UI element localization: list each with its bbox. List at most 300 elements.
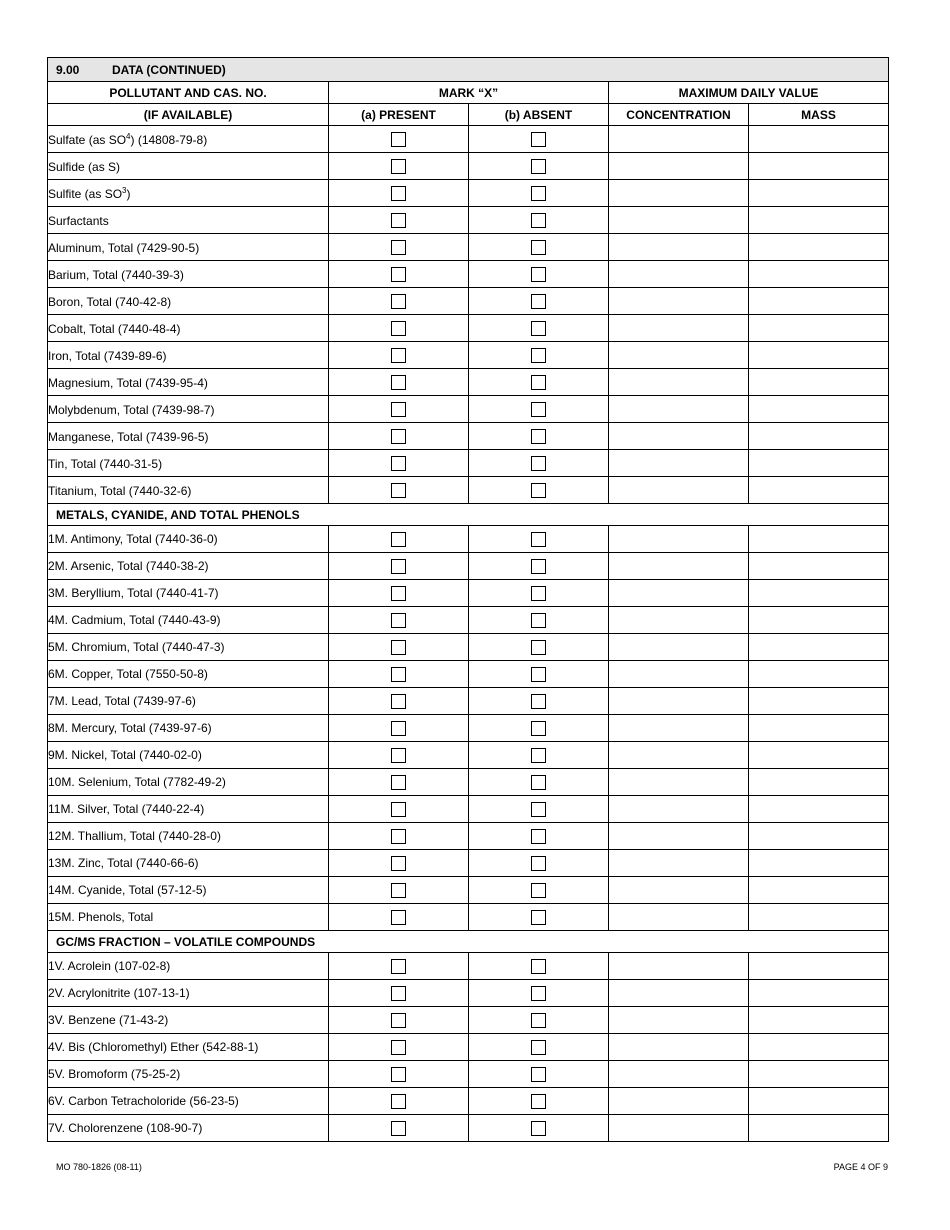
concentration-input-cell[interactable] (609, 288, 749, 315)
absent-cell (469, 607, 609, 634)
absent-checkbox[interactable] (531, 910, 546, 925)
mass-input-cell[interactable] (749, 450, 889, 477)
mass-input-cell[interactable] (749, 688, 889, 715)
absent-checkbox[interactable] (531, 402, 546, 417)
pollutant-row (48, 1115, 889, 1142)
absent-checkbox[interactable] (531, 1094, 546, 1109)
absent-checkbox[interactable] (531, 429, 546, 444)
concentration-input-cell[interactable] (609, 526, 749, 553)
absent-cell (469, 1115, 609, 1142)
absent-cell (469, 769, 609, 796)
present-checkbox[interactable] (391, 829, 406, 844)
present-cell (329, 742, 469, 769)
present-checkbox[interactable] (391, 694, 406, 709)
pollutant-name (48, 823, 329, 850)
pollutant-row (48, 904, 889, 931)
absent-cell (469, 396, 609, 423)
pollutant-name (48, 634, 329, 661)
present-checkbox[interactable] (391, 240, 406, 255)
pollutant-row (48, 1061, 889, 1088)
pollutant-name-text: 14M. Cyanide, Total (57-12-5) (48, 883, 207, 897)
pollutant-row (48, 423, 889, 450)
mass-input-cell[interactable] (749, 877, 889, 904)
mass-input-cell[interactable] (749, 634, 889, 661)
pollutant-name (48, 315, 329, 342)
present-checkbox[interactable] (391, 402, 406, 417)
mass-input-cell[interactable] (749, 126, 889, 153)
present-cell (329, 1088, 469, 1115)
mass-input-cell[interactable] (749, 1061, 889, 1088)
mass-input-cell[interactable] (749, 607, 889, 634)
pollutant-name-text: Aluminum, Total (7429-90-5) (48, 240, 200, 255)
absent-cell (469, 953, 609, 980)
pollutant-row (48, 234, 889, 261)
pollutant-name-text: Surfactants (48, 213, 109, 228)
mass-input-cell[interactable] (749, 396, 889, 423)
present-cell (329, 342, 469, 369)
present-cell (329, 796, 469, 823)
pollutant-row (48, 207, 889, 234)
present-cell (329, 180, 469, 207)
present-cell (329, 715, 469, 742)
mass-input-cell[interactable] (749, 288, 889, 315)
pollutant-name-text: 12M. Thallium, Total (7440-28-0) (48, 829, 221, 843)
present-checkbox[interactable] (391, 586, 406, 601)
absent-cell (469, 126, 609, 153)
pollutant-name (48, 1115, 329, 1142)
pollutant-name (48, 153, 329, 180)
concentration-input-cell[interactable] (609, 423, 749, 450)
present-checkbox[interactable] (391, 959, 406, 974)
absent-checkbox[interactable] (531, 775, 546, 790)
concentration-input-cell[interactable] (609, 980, 749, 1007)
mass-input-cell[interactable] (749, 796, 889, 823)
pollutant-name-text: Barium, Total (7440-39-3) (48, 267, 184, 282)
absent-checkbox[interactable] (531, 267, 546, 282)
absent-checkbox[interactable] (531, 559, 546, 574)
absent-checkbox[interactable] (531, 375, 546, 390)
absent-checkbox[interactable] (531, 1040, 546, 1055)
pollutant-name-text: Sulfite (as SO (48, 186, 123, 201)
pollutant-name (48, 207, 329, 234)
section-header-row (48, 931, 889, 953)
mass-input-cell[interactable] (749, 553, 889, 580)
pollutant-row (48, 823, 889, 850)
pollutant-name-superscript: 3 (122, 185, 127, 195)
pollutant-name (48, 980, 329, 1007)
pollutant-row (48, 369, 889, 396)
pollutant-name-text: 1M. Antimony, Total (7440-36-0) (48, 532, 218, 546)
pollutant-row (48, 1034, 889, 1061)
present-cell (329, 369, 469, 396)
mass-input-cell[interactable] (749, 526, 889, 553)
concentration-input-cell[interactable] (609, 1061, 749, 1088)
pollutant-name (48, 396, 329, 423)
pollutant-name (48, 369, 329, 396)
section-title-row (48, 58, 889, 82)
pollutant-row (48, 1088, 889, 1115)
concentration-input-cell[interactable] (609, 450, 749, 477)
concentration-input-cell[interactable] (609, 369, 749, 396)
absent-cell (469, 1088, 609, 1115)
present-cell (329, 1034, 469, 1061)
present-cell (329, 423, 469, 450)
pollutant-name (48, 450, 329, 477)
mass-input-cell[interactable] (749, 423, 889, 450)
section-header-row (48, 504, 889, 526)
present-cell (329, 1115, 469, 1142)
pollutant-name-text: Magnesium, Total (7439-95-4) (48, 375, 208, 390)
concentration-input-cell[interactable] (609, 904, 749, 931)
present-checkbox[interactable] (391, 1067, 406, 1082)
concentration-input-cell[interactable] (609, 1115, 749, 1142)
absent-cell (469, 634, 609, 661)
absent-checkbox[interactable] (531, 240, 546, 255)
absent-cell (469, 715, 609, 742)
mass-input-cell[interactable] (749, 369, 889, 396)
absent-checkbox[interactable] (531, 132, 546, 147)
absent-checkbox[interactable] (531, 321, 546, 336)
absent-checkbox[interactable] (531, 586, 546, 601)
mass-input-cell[interactable] (749, 980, 889, 1007)
present-checkbox[interactable] (391, 910, 406, 925)
absent-cell (469, 850, 609, 877)
present-checkbox[interactable] (391, 483, 406, 498)
concentration-input-cell[interactable] (609, 953, 749, 980)
mass-input-cell[interactable] (749, 153, 889, 180)
present-checkbox[interactable] (391, 667, 406, 682)
mass-input-cell[interactable] (749, 234, 889, 261)
absent-checkbox[interactable] (531, 640, 546, 655)
pollutant-name (48, 1061, 329, 1088)
present-checkbox[interactable] (391, 321, 406, 336)
pollutant-row (48, 850, 889, 877)
present-checkbox[interactable] (391, 294, 406, 309)
pollutant-name-text: 10M. Selenium, Total (7782-49-2) (48, 775, 226, 789)
concentration-input-cell[interactable] (609, 126, 749, 153)
present-checkbox[interactable] (391, 721, 406, 736)
header-concentration: CONCENTRATION (609, 104, 749, 126)
present-checkbox[interactable] (391, 613, 406, 628)
present-cell (329, 1061, 469, 1088)
present-cell (329, 288, 469, 315)
pollutant-row (48, 742, 889, 769)
pollutant-name-text: Cobalt, Total (7440-48-4) (48, 321, 181, 336)
absent-checkbox[interactable] (531, 829, 546, 844)
absent-cell (469, 553, 609, 580)
absent-checkbox[interactable] (531, 348, 546, 363)
mass-input-cell[interactable] (749, 315, 889, 342)
absent-cell (469, 180, 609, 207)
present-checkbox[interactable] (391, 883, 406, 898)
present-checkbox[interactable] (391, 856, 406, 871)
concentration-input-cell[interactable] (609, 661, 749, 688)
concentration-input-cell[interactable] (609, 315, 749, 342)
present-checkbox[interactable] (391, 186, 406, 201)
concentration-input-cell[interactable] (609, 153, 749, 180)
pollutant-name-text: 5M. Chromium, Total (7440-47-3) (48, 640, 225, 654)
pollutant-name-text: 13M. Zinc, Total (7440-66-6) (48, 856, 199, 870)
pollutant-row (48, 1007, 889, 1034)
absent-checkbox[interactable] (531, 1013, 546, 1028)
concentration-input-cell[interactable] (609, 207, 749, 234)
present-checkbox[interactable] (391, 456, 406, 471)
present-cell (329, 823, 469, 850)
concentration-input-cell[interactable] (609, 1088, 749, 1115)
concentration-input-cell[interactable] (609, 769, 749, 796)
mass-input-cell[interactable] (749, 180, 889, 207)
absent-checkbox[interactable] (531, 694, 546, 709)
pollutant-name-superscript: 4 (126, 131, 131, 141)
pollutant-name-text: Sulfate (as SO (48, 132, 127, 147)
pollutant-name (48, 288, 329, 315)
present-cell (329, 634, 469, 661)
absent-checkbox[interactable] (531, 186, 546, 201)
pollutant-name (48, 580, 329, 607)
absent-cell (469, 450, 609, 477)
absent-checkbox[interactable] (531, 721, 546, 736)
present-cell (329, 207, 469, 234)
mass-input-cell[interactable] (749, 477, 889, 504)
concentration-input-cell[interactable] (609, 1034, 749, 1061)
present-cell (329, 769, 469, 796)
absent-cell (469, 526, 609, 553)
absent-cell (469, 477, 609, 504)
absent-cell (469, 342, 609, 369)
absent-cell (469, 423, 609, 450)
present-cell (329, 261, 469, 288)
absent-checkbox[interactable] (531, 294, 546, 309)
absent-cell (469, 661, 609, 688)
pollutant-name (48, 769, 329, 796)
present-checkbox[interactable] (391, 1121, 406, 1136)
present-checkbox[interactable] (391, 348, 406, 363)
present-checkbox[interactable] (391, 559, 406, 574)
present-checkbox[interactable] (391, 775, 406, 790)
mass-input-cell[interactable] (749, 1088, 889, 1115)
absent-checkbox[interactable] (531, 1067, 546, 1082)
header-pollutant: POLLUTANT AND CAS. NO. (48, 82, 329, 104)
pollutant-name-text: 3V. Benzene (71-43-2) (48, 1013, 169, 1027)
pollutant-name-text: Manganese, Total (7439-96-5) (48, 429, 209, 444)
absent-checkbox[interactable] (531, 456, 546, 471)
concentration-input-cell[interactable] (609, 742, 749, 769)
mass-input-cell[interactable] (749, 661, 889, 688)
concentration-input-cell[interactable] (609, 396, 749, 423)
mass-input-cell[interactable] (749, 715, 889, 742)
pollutant-row (48, 661, 889, 688)
concentration-input-cell[interactable] (609, 877, 749, 904)
absent-checkbox[interactable] (531, 213, 546, 228)
mass-input-cell[interactable] (749, 904, 889, 931)
concentration-input-cell[interactable] (609, 607, 749, 634)
pollutant-row (48, 607, 889, 634)
pollutant-name (48, 1007, 329, 1034)
present-checkbox[interactable] (391, 802, 406, 817)
absent-cell (469, 1061, 609, 1088)
section-label: DATA (CONTINUED) (112, 62, 226, 77)
mass-input-cell[interactable] (749, 207, 889, 234)
pollutant-name (48, 342, 329, 369)
present-checkbox[interactable] (391, 1040, 406, 1055)
concentration-input-cell[interactable] (609, 715, 749, 742)
present-cell (329, 396, 469, 423)
pollutant-name (48, 477, 329, 504)
present-checkbox[interactable] (391, 640, 406, 655)
concentration-input-cell[interactable] (609, 477, 749, 504)
pollutant-name (48, 261, 329, 288)
pollutant-name (48, 850, 329, 877)
absent-cell (469, 580, 609, 607)
present-checkbox[interactable] (391, 1094, 406, 1109)
present-checkbox[interactable] (391, 1013, 406, 1028)
pollutant-name (48, 796, 329, 823)
present-cell (329, 980, 469, 1007)
absent-checkbox[interactable] (531, 748, 546, 763)
pollutant-name (48, 553, 329, 580)
concentration-input-cell[interactable] (609, 553, 749, 580)
pollutant-name (48, 742, 329, 769)
concentration-input-cell[interactable] (609, 180, 749, 207)
pollutant-name-text: 2M. Arsenic, Total (7440-38-2) (48, 559, 209, 573)
absent-checkbox[interactable] (531, 667, 546, 682)
concentration-input-cell[interactable] (609, 688, 749, 715)
pollutant-name-text: Tin, Total (7440-31-5) (48, 456, 163, 471)
absent-cell (469, 796, 609, 823)
pollutant-row (48, 342, 889, 369)
concentration-input-cell[interactable] (609, 850, 749, 877)
header-row-2 (48, 104, 889, 126)
pollutant-data-table (47, 57, 889, 1142)
present-checkbox[interactable] (391, 267, 406, 282)
absent-checkbox[interactable] (531, 159, 546, 174)
absent-cell (469, 234, 609, 261)
present-cell (329, 953, 469, 980)
concentration-input-cell[interactable] (609, 261, 749, 288)
absent-checkbox[interactable] (531, 802, 546, 817)
mass-input-cell[interactable] (749, 769, 889, 796)
concentration-input-cell[interactable] (609, 634, 749, 661)
pollutant-name (48, 607, 329, 634)
mass-input-cell[interactable] (749, 823, 889, 850)
absent-checkbox[interactable] (531, 883, 546, 898)
header-if-available: (IF AVAILABLE) (48, 104, 329, 126)
absent-cell (469, 315, 609, 342)
present-checkbox[interactable] (391, 748, 406, 763)
pollutant-name-text: 2V. Acrylonitrite (107-13-1) (48, 986, 190, 1000)
present-checkbox[interactable] (391, 375, 406, 390)
pollutant-name (48, 126, 329, 153)
pollutant-row (48, 396, 889, 423)
absent-checkbox[interactable] (531, 613, 546, 628)
present-cell (329, 661, 469, 688)
present-cell (329, 1007, 469, 1034)
mass-input-cell[interactable] (749, 342, 889, 369)
present-checkbox[interactable] (391, 159, 406, 174)
absent-cell (469, 1034, 609, 1061)
present-cell (329, 126, 469, 153)
mass-input-cell[interactable] (749, 1007, 889, 1034)
absent-cell (469, 980, 609, 1007)
concentration-input-cell[interactable] (609, 580, 749, 607)
pollutant-name (48, 953, 329, 980)
absent-checkbox[interactable] (531, 1121, 546, 1136)
pollutant-name-text: 7V. Cholorenzene (108-90-7) (48, 1121, 203, 1135)
section-header: GC/MS FRACTION – VOLATILE COMPOUNDS (48, 931, 889, 953)
pollutant-name-text: 3M. Beryllium, Total (7440-41-7) (48, 586, 219, 600)
pollutant-name-text: Molybdenum, Total (7439-98-7) (48, 402, 215, 417)
concentration-input-cell[interactable] (609, 342, 749, 369)
absent-checkbox[interactable] (531, 986, 546, 1001)
header-max-daily: MAXIMUM DAILY VALUE (609, 82, 889, 104)
pollutant-name-text: Boron, Total (740-42-8) (48, 294, 172, 309)
present-checkbox[interactable] (391, 213, 406, 228)
pollutant-name-text: 7M. Lead, Total (7439-97-6) (48, 694, 196, 708)
present-checkbox[interactable] (391, 986, 406, 1001)
present-cell (329, 526, 469, 553)
header-present: (a) PRESENT (329, 104, 469, 126)
absent-cell (469, 742, 609, 769)
pollutant-row (48, 715, 889, 742)
pollutant-name (48, 715, 329, 742)
present-checkbox[interactable] (391, 429, 406, 444)
absent-checkbox[interactable] (531, 532, 546, 547)
mass-input-cell[interactable] (749, 1034, 889, 1061)
concentration-input-cell[interactable] (609, 796, 749, 823)
present-checkbox[interactable] (391, 132, 406, 147)
absent-cell (469, 823, 609, 850)
pollutant-row (48, 953, 889, 980)
present-checkbox[interactable] (391, 532, 406, 547)
header-row-1 (48, 82, 889, 104)
pollutant-row (48, 634, 889, 661)
absent-checkbox[interactable] (531, 959, 546, 974)
pollutant-name-text: 6M. Copper, Total (7550-50-8) (48, 667, 208, 681)
pollutant-name-suffix: ) (14808-79-8) (130, 132, 208, 147)
page-number: PAGE 4 OF 9 (833, 1162, 888, 1172)
concentration-input-cell[interactable] (609, 823, 749, 850)
present-cell (329, 688, 469, 715)
present-cell (329, 904, 469, 931)
mass-input-cell[interactable] (749, 953, 889, 980)
mass-input-cell[interactable] (749, 1115, 889, 1142)
pollutant-row (48, 180, 889, 207)
present-cell (329, 234, 469, 261)
header-absent: (b) ABSENT (469, 104, 609, 126)
pollutant-name (48, 1034, 329, 1061)
concentration-input-cell[interactable] (609, 234, 749, 261)
absent-cell (469, 688, 609, 715)
absent-cell (469, 1007, 609, 1034)
absent-checkbox[interactable] (531, 483, 546, 498)
mass-input-cell[interactable] (749, 850, 889, 877)
mass-input-cell[interactable] (749, 580, 889, 607)
pollutant-name (48, 423, 329, 450)
section-number: 9.00 (56, 62, 80, 77)
pollutant-name (48, 688, 329, 715)
mass-input-cell[interactable] (749, 261, 889, 288)
present-cell (329, 580, 469, 607)
pollutant-row (48, 553, 889, 580)
mass-input-cell[interactable] (749, 742, 889, 769)
pollutant-name-text: Titanium, Total (7440-32-6) (48, 483, 192, 498)
pollutant-name (48, 1088, 329, 1115)
concentration-input-cell[interactable] (609, 1007, 749, 1034)
absent-checkbox[interactable] (531, 856, 546, 871)
pollutant-row (48, 450, 889, 477)
pollutant-name-text: 5V. Bromoform (75-25-2) (48, 1067, 181, 1081)
absent-cell (469, 288, 609, 315)
